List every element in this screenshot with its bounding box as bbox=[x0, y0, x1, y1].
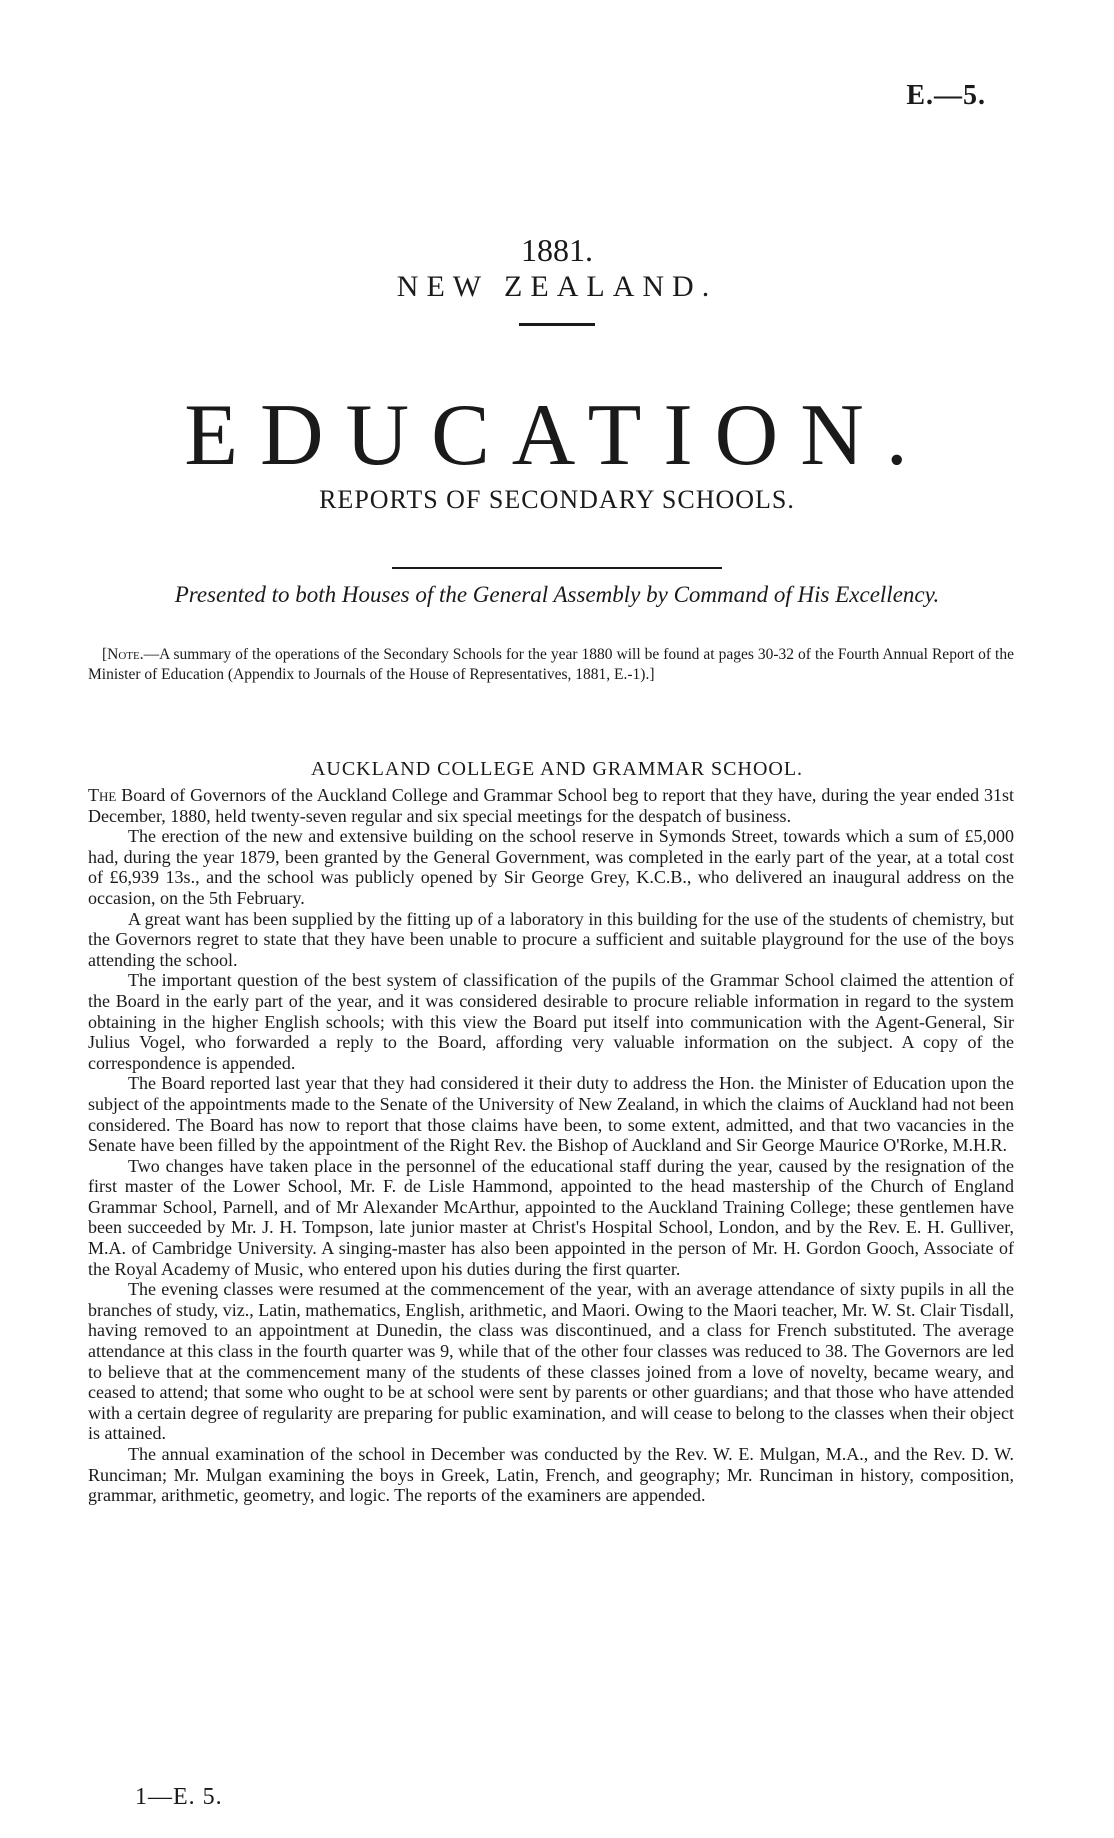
body-paragraph: The Board of Governors of the Auckland College and Grammar School beg to report that they have, during the year ended 31st December, 1880, held twenty-seven regular and six special meetings for the despatch of business. bbox=[88, 785, 1014, 826]
body-paragraph: The important question of the best system of classification of the pupils of the Grammar School claimed the attention of the Board in the early part of the year, and it was considered desirable to procure reliable information in regard to the system obtaining in the higher English schools; with this view the Board put itself into communication with the Agent-General, Sir Julius Vogel, who forwarded a reply to the Board, affording very valuable information on the subject. A copy of the correspondence is appended. bbox=[88, 970, 1014, 1073]
note-lead: Note. bbox=[107, 646, 144, 663]
subtitle-divider bbox=[392, 567, 722, 569]
body-paragraph: Two changes have taken place in the personnel of the educational staff during the year, caused by the resignation of the first master of the Lower School, Mr. F. de Lisle Hammond, appointed to the head mastership of the Church of England Grammar School, Parnell, and of Mr Alexander McArthur, appointed to the Auckland Training College; these gentlemen have been succeeded by Mr. J. H. Tompson, late junior master at Christ's Hospital School, London, and by the Rev. E. H. Gulliver, M.A. of Cambridge University. A singing-master has also been appointed in the person of Mr. H. Gordon Gooch, Associate of the Royal Academy of Music, who entered upon his duties during the first quarter. bbox=[88, 1155, 1014, 1279]
body-paragraph: The annual examination of the school in December was conducted by the Rev. W. E. Mulgan, M.A., and the Rev. D. W. Runciman; Mr. Mulgan examining the boys in Greek, Latin, French, and geography; Mr. Runciman in history, composition, grammar, arithmetic, geometry, and logic. The reports of the examiners are appended. bbox=[88, 1444, 1014, 1506]
body-paragraph: The evening classes were resumed at the commencement of the year, with an average attendance of sixty pupils in all the branches of study, viz., Latin, mathematics, English, arithmetic, and Maori. Owing to the Maori teacher, Mr. W. St. Clair Tisdall, having removed to an appointment at Dunedin, the class was discontinued, and a class for French substituted. The average attendance at this class in the fourth quarter was 9, while that of the other four classes was reduced to 38. The Governors are led to believe that at the commencement many of the students of these classes joined from a love of novelty, became weary, and ceased to attend; that some who ought to be at school were sent by parents or other guardians; and that those who have attended with a certain degree of regularity are preparing for public examination, and will cease to belong to the classes when their object is attained. bbox=[88, 1279, 1014, 1444]
country-heading: NEW ZEALAND. bbox=[396, 270, 718, 303]
body-paragraph: The erection of the new and extensive building on the school reserve in Symonds Street, towards which a sum of £5,000 had, during the year 1879, been granted by the General Government, was completed in the early part of the year, at a total cost of £6,939 13s., and the school was publicly opened by Sir George Grey, K.C.B., who delivered an inaugural address on the occasion, on the 5th February. bbox=[88, 826, 1014, 908]
first-word: The bbox=[88, 785, 117, 805]
document-code: E.—5. bbox=[906, 80, 986, 111]
main-title: EDUCATION. bbox=[184, 387, 930, 484]
report-body bbox=[88, 785, 1014, 1506]
section-heading: AUCKLAND COLLEGE AND GRAMMAR SCHOOL. bbox=[310, 758, 804, 780]
note-text: —A summary of the operations of the Secondary Schools for the year 1880 will be found at pages 30-32 of the Fourth Annual Report of the Minister of Education (Appendix to Journals of the House of Representatives, 1881, E.-1).] bbox=[88, 646, 1014, 683]
body-paragraph: A great want has been supplied by the fitting up of a laboratory in this building for the use of the students of chemistry, but the Governors regret to state that they have been unable to procure a sufficient and suitable playground for the use of the boys attending the school. bbox=[88, 908, 1014, 970]
note-paragraph bbox=[88, 645, 1014, 685]
page-footer-mark: 1—E. 5. bbox=[135, 1784, 223, 1810]
body-paragraph: The Board reported last year that they had considered it their duty to address the Hon. the Minister of Education upon the subject of the appointments made to the Senate of the University of New Zealand, in which the claims of Auckland had not been considered. The Board has now to report that those claims have been, to some extent, admitted, and that two vacancies in the Senate have been filled by the appointment of the Right Rev. the Bishop of Auckland and Sir George Maurice O'Rorke, M.H.R. bbox=[88, 1073, 1014, 1156]
title-divider bbox=[519, 323, 595, 326]
editorial-note bbox=[88, 645, 1014, 685]
note-open-bracket: [ bbox=[102, 646, 108, 663]
presented-line: Presented to both Houses of the General Assembly by Command of His Excellency. bbox=[174, 582, 940, 607]
document-year: 1881. bbox=[521, 232, 593, 268]
report-subtitle: REPORTS OF SECONDARY SCHOOLS. bbox=[319, 485, 795, 514]
